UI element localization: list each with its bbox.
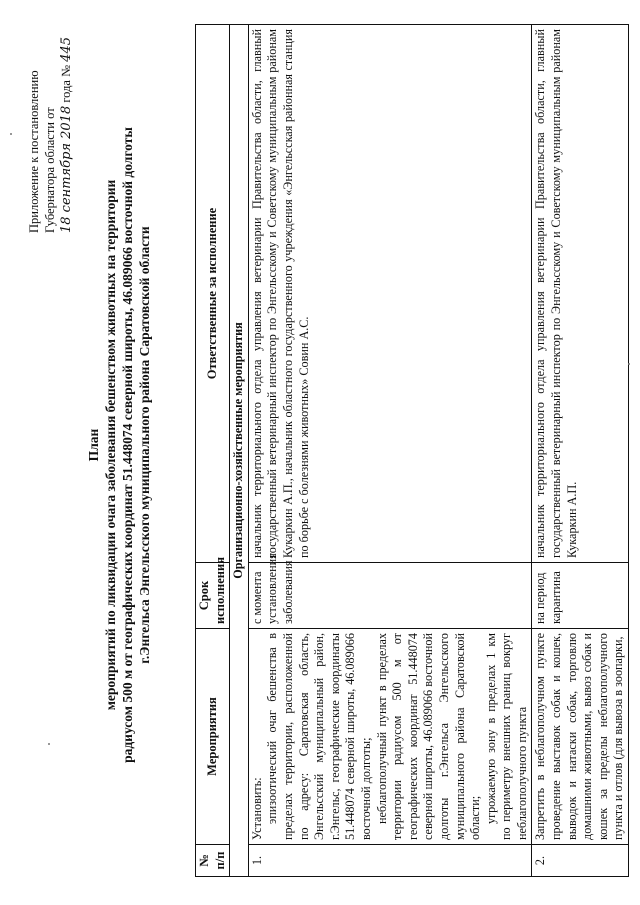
table-row: [248, 25, 532, 877]
table-row: [532, 25, 629, 877]
measure-paragraph: Установить:: [249, 777, 264, 840]
appendix-line-1: Приложение к постановлению: [27, 70, 41, 233]
appendix-block: [26, 13, 75, 233]
appendix-number: 445: [59, 37, 74, 62]
section-row: [230, 25, 249, 877]
section-title: Организационно-хозяйственные мероприятия: [230, 25, 249, 877]
scan-speck: [48, 743, 50, 745]
row-number: 1.: [248, 845, 532, 877]
row-measure: [532, 629, 629, 845]
measure-paragraph: Запретить в неблагополучном пункте проведение выставок собак и кошек, выводок и натаски собак, торговлю домашними животными, вывоз собак и кошек за пределы неблагополучного пункта и отлов (для вывоза в зоопарки,: [533, 633, 626, 840]
measure-paragraph: угрожаемую зону в пределах 1 км по периметру внешних границ вокруг неблагополучного пункта: [483, 633, 529, 840]
appendix-year-suffix: года: [59, 80, 73, 103]
header-measure: Мероприятия: [196, 629, 230, 845]
row-responsible: начальник территориального отдела управления ветеринарии Правительства области, главный государственный ветеринарный инспектор по Энгельсскому и Советскому муниципальным районам Кукаркин А.П., начальник областного государственного учреждения «Энгельсская районная станция по борьбе с болезнями животных» Совин А.С.: [248, 25, 532, 563]
appendix-line-2: Губернатора области от: [43, 107, 57, 233]
title-line-3: радиусом 500 м от географических координат 51.448074 северной широты, 46.089066 восточной долготы: [120, 127, 135, 763]
appendix-number-sign: №: [59, 64, 73, 77]
row-measure: [248, 629, 532, 845]
title-line-1: План: [86, 428, 101, 462]
measure-paragraph: неблагополучный пункт в пределах территории радиусом 500 м от географических координат 51.448074 северной широты, 46.089066 восточной долготы г.Энгельса Энгельсского муниципального района Саратовской области;: [374, 633, 483, 840]
header-responsible: Ответственные за исполнение: [196, 25, 230, 563]
row-number: 2.: [532, 845, 629, 877]
scan-speck: [10, 133, 12, 135]
appendix-date-line: [58, 13, 75, 233]
measure-paragraph: эпизоотический очаг бешенства в пределах территории, расположенной по адресу: Саратовская область, Энгельсский муниципальный район, г.Энгельс, географические координаты 51.448074 северной широты, 46.089066 восточной долготы;: [265, 633, 373, 840]
row-term: на период карантина: [532, 563, 629, 629]
document-title: [85, 55, 153, 835]
header-row: [196, 25, 230, 877]
appendix-date: 18 сентября 2018: [59, 105, 74, 233]
scan-speck: [628, 363, 630, 365]
header-term: Срок исполнения: [196, 563, 230, 629]
row-term: с момента установления заболевания: [248, 563, 532, 629]
title-line-4: г.Энгельса Энгельсского муниципального района Саратовской области: [137, 226, 152, 664]
row-responsible: начальник территориального отдела управления ветеринарии Правительства области, главный государственный ветеринарный инспектор по Энгельсскому и Советскому муниципальным районам Кукаркин А.П.: [532, 25, 629, 563]
measures-table: [195, 24, 629, 877]
title-line-2: мероприятий по ликвидации очага заболевания бешенством животных на территории: [103, 179, 118, 711]
header-num: № п/п: [196, 845, 230, 877]
